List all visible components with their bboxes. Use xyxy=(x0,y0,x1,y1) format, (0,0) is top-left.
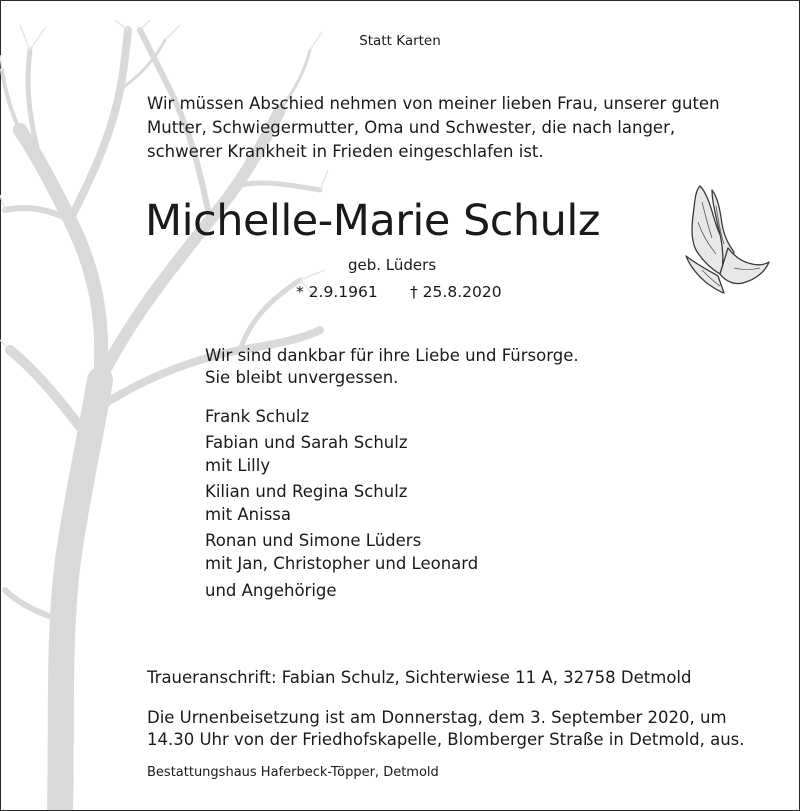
mourner-children: mit Lilly xyxy=(205,456,271,475)
mourner-children: mit Jan, Christopher und Leonard xyxy=(205,554,479,573)
mourning-address: Traueranschrift: Fabian Schulz, Sichterwiese 11 A, 32758 Detmold xyxy=(147,668,692,687)
deceased-name: Michelle-Marie Schulz xyxy=(145,196,600,246)
mourner-name: Fabian und Sarah Schulz xyxy=(205,433,408,452)
undertaker-name: Bestattungshaus Haferbeck-Töpper, Detmold xyxy=(147,765,439,780)
mourner-name: Ronan und Simone Lüders xyxy=(205,531,422,550)
praying-hands-icon xyxy=(672,182,770,294)
mourner-children: mit Anissa xyxy=(205,505,292,524)
maiden-name: geb. Lüders xyxy=(348,256,437,274)
mourner-entry xyxy=(205,480,478,526)
intro-line: Wir müssen Abschied nehmen von meiner lieben Frau, unserer guten xyxy=(147,94,720,113)
mourner-entry xyxy=(205,579,478,602)
funeral-line: Die Urnenbeisetzung ist am Donnerstag, dem 3. September 2020, um xyxy=(147,708,727,727)
header-label: Statt Karten xyxy=(359,33,441,49)
birth-date: * 2.9.1961 xyxy=(296,283,378,301)
intro-line: schwerer Krankheit in Frieden eingeschlafen ist. xyxy=(147,142,544,161)
funeral-line: 14.30 Uhr von der Friedhofskapelle, Blomberger Straße in Detmold, aus. xyxy=(147,730,745,749)
mourner-name: Frank Schulz xyxy=(205,407,310,426)
thanks-line: Sie bleibt unvergessen. xyxy=(205,368,399,387)
thanks-line: Wir sind dankbar für ihre Liebe und Fürsorge. xyxy=(205,346,579,365)
mourner-entry xyxy=(205,405,478,428)
mourner-name: und Angehörige xyxy=(205,581,337,600)
intro-text xyxy=(147,92,787,164)
thanks-text xyxy=(205,345,579,389)
mourner-name: Kilian und Regina Schulz xyxy=(205,482,408,501)
intro-line: Mutter, Schwiegermutter, Oma und Schwester, die nach langer, xyxy=(147,118,676,137)
mourners-list xyxy=(205,405,478,605)
mourner-entry xyxy=(205,529,478,575)
death-date: † 25.8.2020 xyxy=(410,283,502,301)
mourner-entry xyxy=(205,431,478,477)
funeral-info xyxy=(147,707,745,751)
